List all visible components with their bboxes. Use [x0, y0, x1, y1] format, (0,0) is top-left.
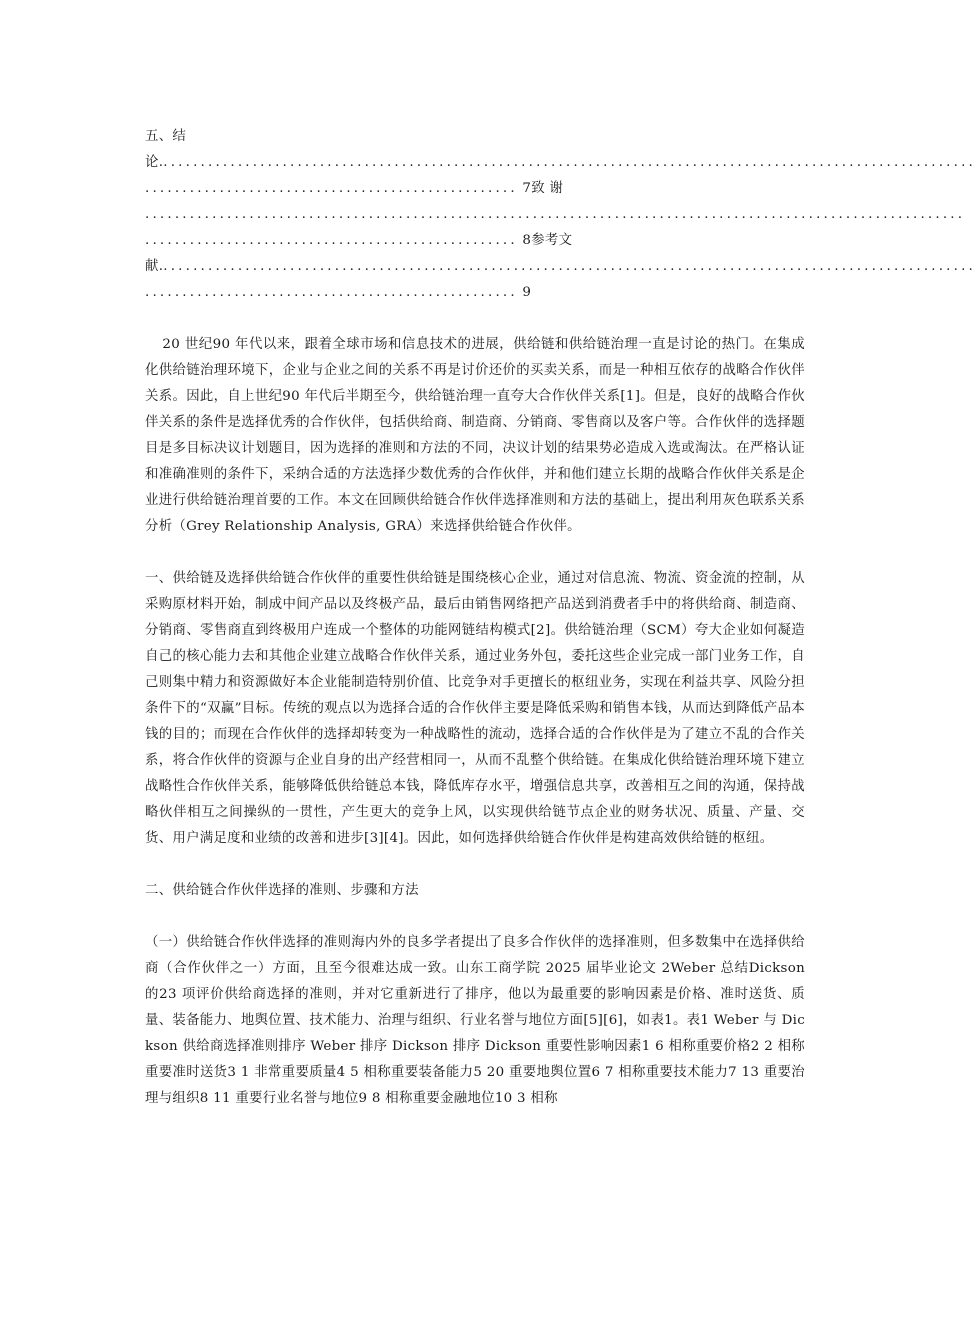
section-2-1-paragraph: （一）供给链合作伙伴选择的准则海内外的良多学者提出了良多合作伙伴的选择准则，但多数集中在选择供给商（合作伙伴之一）方面，且至今很难达成一致。山东工商学院 2025 届毕业论文 2Weber 总结Dickson 的23 项评价供给商选择的准则，并对它重新进行了排序，他以为最重要的影响因素是价格、准时送货、质量、装备能力、地舆位置、技术能力、治理与组织、行业名誉与地位方面[5][6]，如表1。表1 Weber 与 Dickson 供给商选择准则排序 Weber 排序 Dickson 排序 Dickson 重要性影响因素1 6 相称重要价格2 2 相称重要准时送货3 1 非常重要质量4 5 相称重要装备能力5 20 重要地舆位置6 7 相称重要技术能力7 13 重要治理与组织8 11 重要行业名誉与地位9 8 相称重要金融地位10 3 相称 — [145, 935, 805, 1106]
toc-leader-dots: .................................................. — [145, 285, 518, 300]
toc-leader-dots: .............................................................................................................. — [145, 207, 966, 222]
toc-page-and-next-entry: 7致 谢 — [522, 181, 564, 196]
toc-line — [145, 228, 805, 254]
toc-leader-dots: ............................................................................................................. — [163, 259, 976, 274]
toc-leader-dots: .................................................. — [145, 181, 518, 196]
document-page — [145, 124, 976, 1112]
section-2-heading: 二、供给链合作伙伴选择的准则、步骤和方法 — [145, 883, 419, 898]
toc-line — [145, 124, 805, 150]
toc-line — [145, 254, 976, 280]
toc-entry-conclusion-text: 论. — [145, 155, 164, 170]
toc-line — [145, 150, 976, 176]
intro-paragraph: 20 世纪90 年代以来，跟着全球市场和信息技术的进展，供给链和供给链治理一直是讨论的热门。在集成化供给链治理环境下，企业与企业之间的关系不再是讨价还价的买卖关系，而是一种相互依存的战略合作伙伴关系。因此，自上世纪90 年代后半期至今，供给链治理一直夸大合作伙伴关系[1]。但是，良好的战略合作伙伴关系的条件是选择优秀的合作伙伴，包括供给商、制造商、分销商、零售商以及客户等。合作伙伴的选择题目是多目标决议计划题目，因为选择的准则和方法的不同，决议计划的结果势必造成入选或淘汰。在严格认证和准确准则的条件下，采纳合适的方法选择少数优秀的合作伙伴，并和他们建立长期的战略合作伙伴关系是企业进行供给链治理首要的工作。本文在回顾供给链合作伙伴选择准则和方法的基础上，提出利用灰色联系关系分析（Grey Relationship Analysis, GRA）来选择供给链合作伙伴。 — [145, 337, 805, 534]
section-1-paragraph: 一、供给链及选择供给链合作伙伴的重要性供给链是围绕核心企业，通过对信息流、物流、资金流的控制，从采购原材料开始，制成中间产品以及终极产品，最后由销售网络把产品送到消费者手中的将供给商、制造商、分销商、零售商直到终极用户连成一个整体的功能网链结构模式[2]。供给链治理（SCM）夸大企业如何凝造自己的核心能力去和其他企业建立战略合作伙伴关系，通过业务外包，委托这些企业完成一部门业务工作，自己则集中精力和资源做好本企业能制造特别价值、比竞争对手更擅长的枢纽业务，实现在利益共享、风险分担条件下的“双赢”目标。传统的观点以为选择合适的合作伙伴主要是降低采购和销售本钱，从而达到降低产品本钱的目的；而现在合作伙伴的选择却转变为一种战略性的流动，选择合适的合作伙伴是为了建立不乱的合作关系，将合作伙伴的资源与企业自身的出产经营相同一，从而不乱整个供给链。在集成化供给链治理环境下建立战略性合作伙伴关系，能够降低供给链总本钱，降低库存水平，增强信息共享，改善相互之间的沟通，保持战略伙伴相互之间操纵的一贯性，产生更大的竞争上风，以实现供给链节点企业的财务状况、质量、产量、交货、用户满足度和业绩的改善和进步[3][4]。因此，如何选择供给链合作伙伴是构建高效供给链的枢纽。 — [145, 571, 805, 846]
toc-line — [145, 280, 805, 306]
toc-leader-dots: ............................................................................................................. — [163, 155, 976, 170]
toc-leader-dots: .................................................. — [145, 233, 518, 248]
toc-entry-conclusion-prefix: 五、结 — [145, 129, 187, 144]
toc-page-and-next-entry: 8参考文 — [522, 233, 573, 248]
toc-line — [145, 176, 805, 202]
toc-line — [145, 202, 966, 228]
toc-page-number: 9 — [522, 285, 532, 300]
toc-entry-references-text: 献. — [145, 259, 164, 274]
